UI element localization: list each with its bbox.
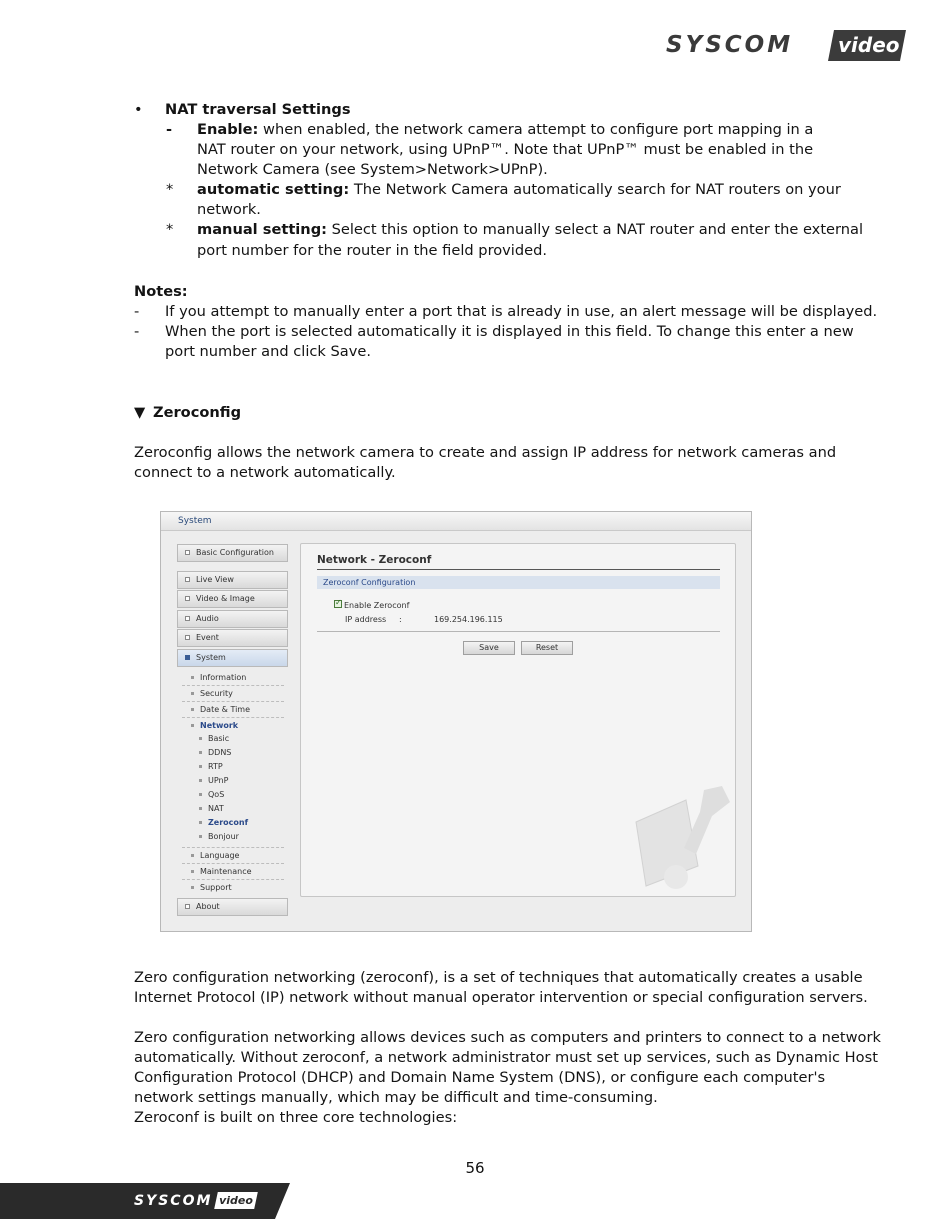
nav-event[interactable]: Event bbox=[177, 629, 288, 647]
nat-manual-line2: port number for the router in the field provided. bbox=[197, 242, 548, 259]
nat-auto-line1 bbox=[197, 180, 841, 200]
square-icon bbox=[185, 655, 190, 660]
paragraph-2-line2: automatically. Without zeroconf, a network administrator must set up services, such as Dynamic Host bbox=[134, 1049, 878, 1066]
square-icon bbox=[185, 550, 190, 555]
reset-button[interactable]: Reset bbox=[521, 641, 573, 655]
square-icon bbox=[185, 635, 190, 640]
manual-term: manual setting: bbox=[197, 221, 327, 238]
enable-term: Enable: bbox=[197, 121, 259, 138]
divider bbox=[182, 863, 284, 864]
footer-logo-tag-text: video bbox=[219, 1194, 253, 1207]
notes-heading: Notes: bbox=[134, 283, 188, 300]
manual-text: Select this option to manually select a NAT router and enter the external bbox=[331, 221, 864, 238]
bullet-icon bbox=[191, 708, 194, 711]
zeroconf-intro-line2: connect to a network automatically. bbox=[134, 464, 396, 481]
ip-colon: : bbox=[399, 615, 402, 624]
paragraph-2-line4: network settings manually, which may be difficult and time-consuming. bbox=[134, 1089, 658, 1106]
logo-wordmark: SYSCOM bbox=[666, 32, 794, 58]
paragraph-3: Zeroconf is built on three core technologies: bbox=[134, 1109, 458, 1126]
zeroconf-intro-line1: Zeroconfig allows the network camera to create and assign IP address for network cameras and bbox=[134, 444, 837, 461]
square-icon bbox=[185, 616, 190, 621]
asterisk-marker: * bbox=[166, 181, 174, 198]
bullet-icon bbox=[191, 886, 194, 889]
paragraph-2-line3: Configuration Protocol (DHCP) and Domain Name System (DNS), or configure each computer's bbox=[134, 1069, 826, 1086]
sub-information[interactable]: Information bbox=[191, 672, 246, 683]
dash-marker: - bbox=[134, 323, 140, 340]
save-button[interactable]: Save bbox=[463, 641, 515, 655]
sub-security[interactable]: Security bbox=[191, 688, 233, 699]
bullet-icon bbox=[199, 807, 202, 810]
sub-date-time[interactable]: Date & Time bbox=[191, 704, 250, 715]
section-bar bbox=[317, 576, 720, 589]
sub-upnp[interactable]: UPnP bbox=[199, 775, 228, 786]
sub-bonjour[interactable]: Bonjour bbox=[199, 831, 239, 842]
bullet-icon bbox=[199, 821, 202, 824]
nav-live-view[interactable]: Live View bbox=[177, 571, 288, 589]
sub-rtp[interactable]: RTP bbox=[199, 761, 223, 772]
sub-network[interactable]: Network bbox=[191, 720, 238, 731]
footer-logo-word: SYSCOM bbox=[134, 1193, 213, 1209]
sub-nat[interactable]: NAT bbox=[199, 803, 224, 814]
camera-wrench-watermark-icon bbox=[626, 782, 738, 894]
nat-heading: NAT traversal Settings bbox=[165, 101, 351, 118]
bullet-icon bbox=[191, 676, 194, 679]
bullet-icon bbox=[191, 854, 194, 857]
syscom-video-logo bbox=[666, 30, 906, 61]
square-icon bbox=[185, 904, 190, 909]
ip-address-value: 169.254.196.115 bbox=[434, 615, 503, 624]
note-2-line2: port number and click Save. bbox=[165, 343, 371, 360]
enable-zeroconf-label: Enable Zeroconf bbox=[344, 601, 410, 610]
check-icon: ✓ bbox=[335, 598, 342, 607]
dash-marker: - bbox=[166, 121, 173, 138]
triangle-down-icon: ▼ bbox=[134, 404, 146, 421]
bullet-icon bbox=[199, 779, 202, 782]
collapse-icon bbox=[191, 724, 194, 727]
paragraph-1-line1: Zero configuration networking (zeroconf), is a set of techniques that automatically creates a usable bbox=[134, 969, 863, 986]
divider bbox=[182, 685, 284, 686]
note-2-line1: When the port is selected automatically it is displayed in this field. To change this enter a new bbox=[165, 323, 854, 340]
enable-text: when enabled, the network camera attempt to configure port mapping in a bbox=[263, 121, 814, 138]
form-rule bbox=[317, 631, 720, 632]
auto-term: automatic setting: bbox=[197, 181, 350, 198]
nat-auto-line2: network. bbox=[197, 201, 261, 218]
bullet-dot: • bbox=[134, 101, 143, 118]
asterisk-marker: * bbox=[166, 221, 174, 238]
sub-basic[interactable]: Basic bbox=[199, 733, 229, 744]
bullet-icon bbox=[199, 835, 202, 838]
divider bbox=[182, 879, 284, 880]
sub-qos[interactable]: QoS bbox=[199, 789, 224, 800]
nat-enable-line3: Network Camera (see System>Network>UPnP). bbox=[197, 161, 548, 178]
bullet-icon bbox=[199, 793, 202, 796]
square-icon bbox=[185, 577, 190, 582]
sub-zeroconf[interactable]: Zeroconf bbox=[199, 817, 248, 828]
bullet-icon bbox=[191, 870, 194, 873]
sub-language[interactable]: Language bbox=[191, 850, 239, 861]
zeroconf-heading: Zeroconfig bbox=[153, 404, 242, 421]
expand-icon bbox=[191, 692, 194, 695]
paragraph-1-line2: Internet Protocol (IP) network without manual operator intervention or special configuration servers. bbox=[134, 989, 868, 1006]
divider bbox=[182, 847, 284, 848]
title-rule bbox=[317, 569, 720, 570]
nav-about[interactable]: About bbox=[177, 898, 288, 916]
note-1: If you attempt to manually enter a port that is already in use, an alert message will be displayed. bbox=[165, 303, 878, 320]
divider bbox=[182, 717, 284, 718]
bullet-icon bbox=[199, 751, 202, 754]
nav-basic-configuration[interactable]: Basic Configuration bbox=[177, 544, 288, 562]
nav-video-image[interactable]: Video & Image bbox=[177, 590, 288, 608]
auto-text: The Network Camera automatically search for NAT routers on your bbox=[353, 181, 841, 198]
settings-panel bbox=[300, 543, 736, 897]
section-title: Zeroconf Configuration bbox=[323, 578, 416, 587]
bullet-icon bbox=[199, 737, 202, 740]
screenshot-header bbox=[161, 512, 751, 531]
footer-logo-tag bbox=[214, 1192, 258, 1209]
ip-address-label: IP address bbox=[345, 615, 387, 624]
zeroconf-screenshot bbox=[160, 511, 752, 932]
divider bbox=[182, 701, 284, 702]
bullet-icon bbox=[199, 765, 202, 768]
nat-manual-line1 bbox=[197, 220, 863, 240]
logo-video-text: video bbox=[838, 33, 900, 57]
screenshot-header-title: System bbox=[178, 516, 212, 526]
logo-video-tag bbox=[828, 30, 906, 61]
nav-system[interactable]: System bbox=[177, 649, 288, 667]
paragraph-2-line1: Zero configuration networking allows devices such as computers and printers to connect to a network bbox=[134, 1029, 881, 1046]
nav-audio[interactable]: Audio bbox=[177, 610, 288, 628]
sub-support[interactable]: Support bbox=[191, 882, 232, 893]
footer-banner bbox=[0, 1183, 290, 1219]
panel-title: Network - Zeroconf bbox=[317, 554, 432, 566]
page-number: 56 bbox=[465, 1159, 485, 1177]
nat-enable-line2: NAT router on your network, using UPnP™. Note that UPnP™ must be enabled in the bbox=[197, 141, 814, 158]
square-icon bbox=[185, 596, 190, 601]
sub-maintenance[interactable]: Maintenance bbox=[191, 866, 252, 877]
dash-marker: - bbox=[134, 303, 140, 320]
enable-zeroconf-checkbox[interactable] bbox=[334, 600, 342, 608]
nat-enable-line1 bbox=[197, 120, 813, 140]
sub-ddns[interactable]: DDNS bbox=[199, 747, 231, 758]
